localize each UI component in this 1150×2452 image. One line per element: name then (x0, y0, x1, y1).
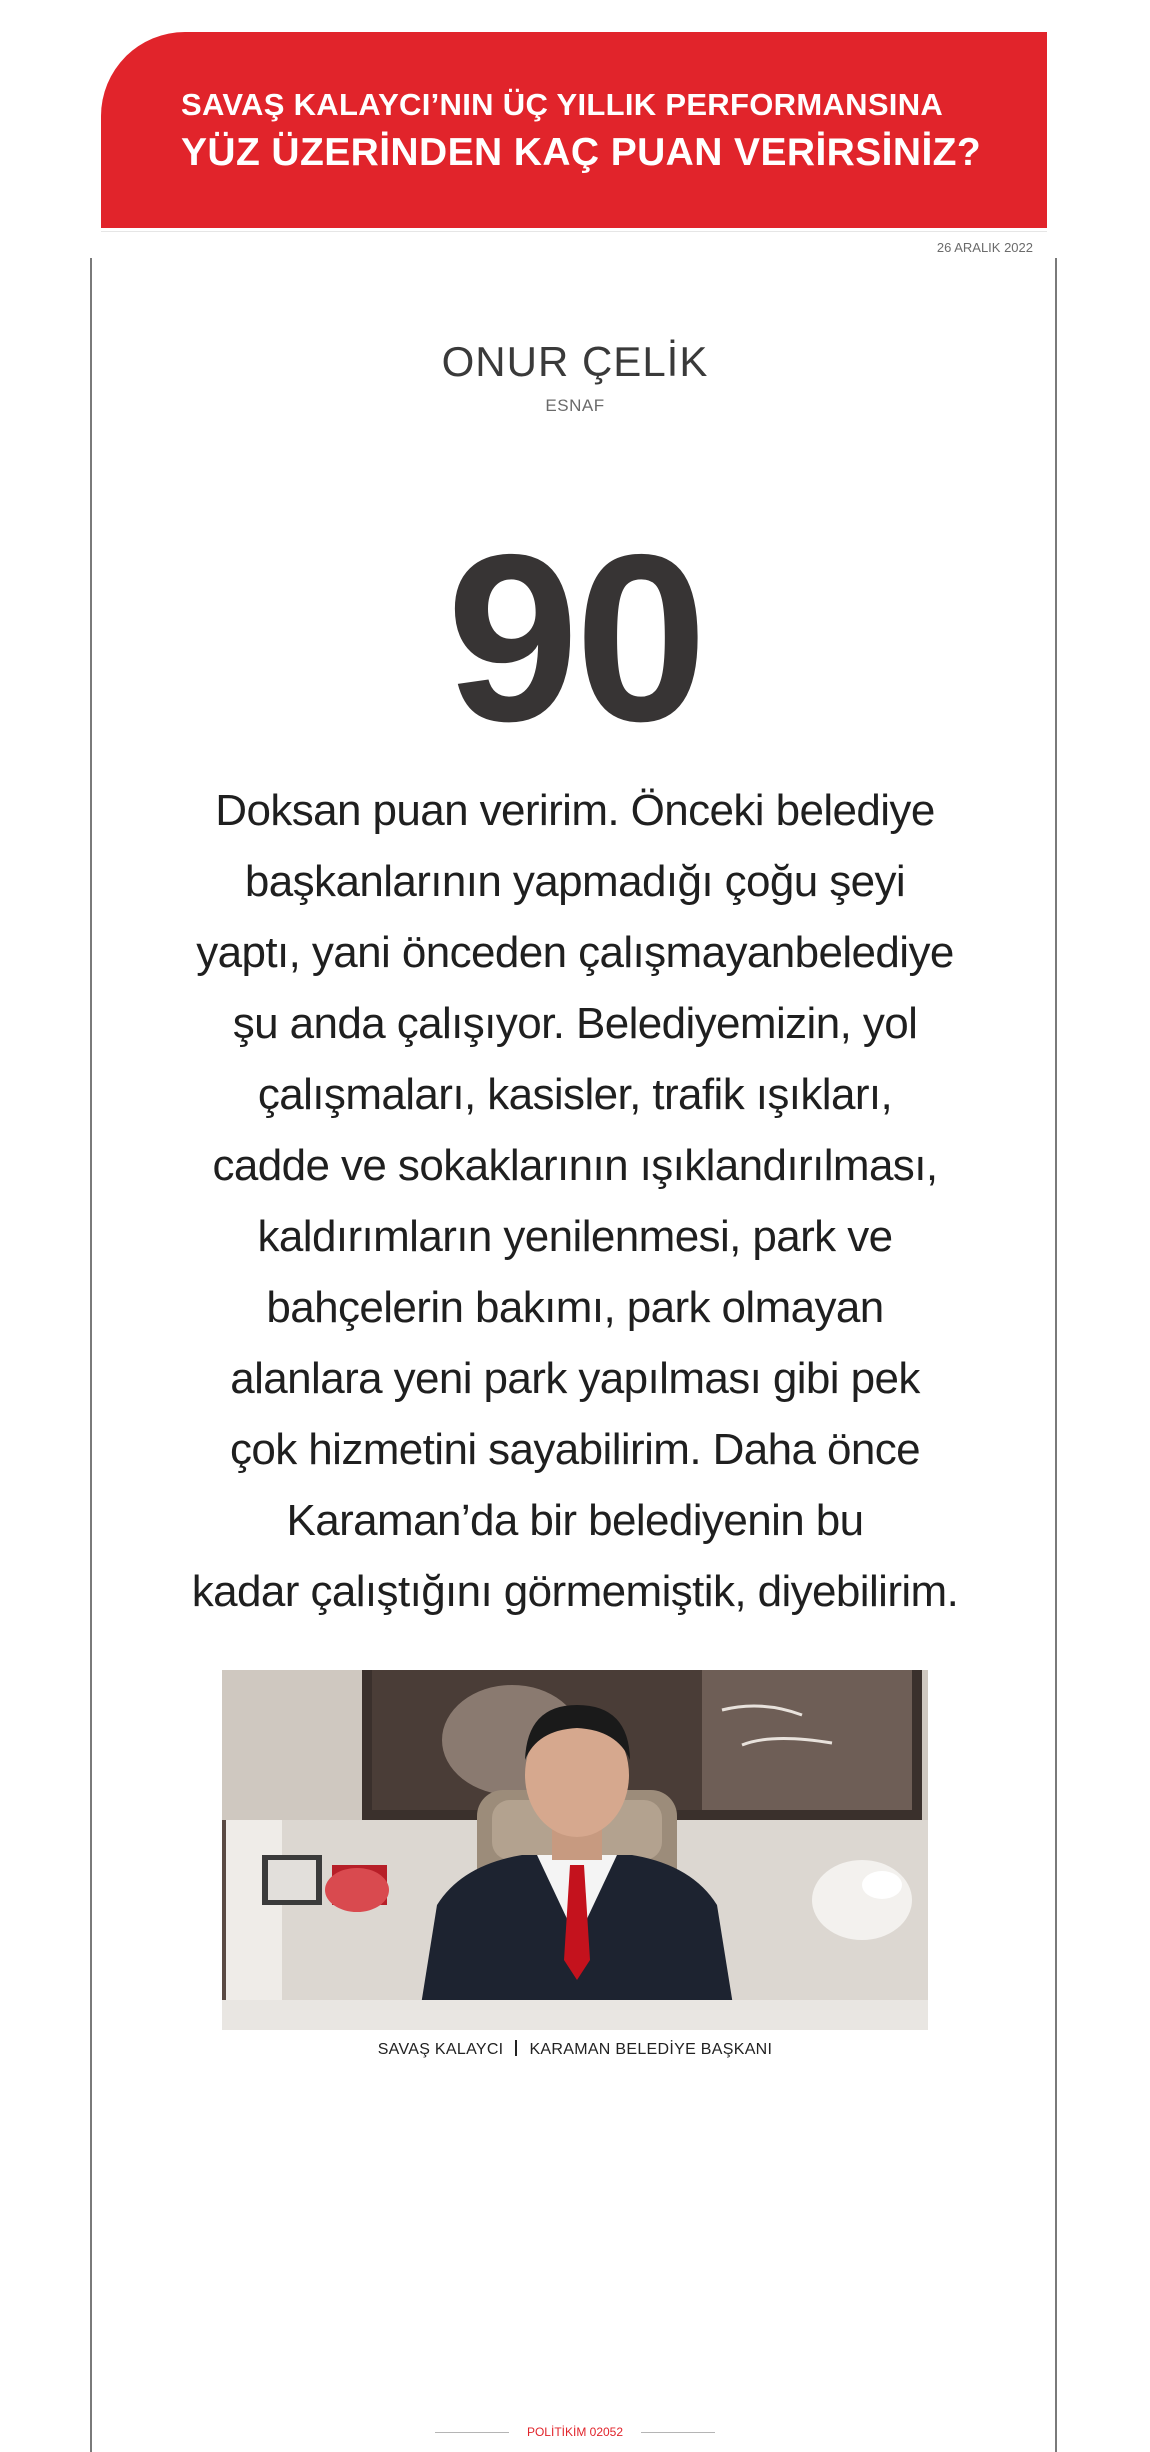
headline-banner (101, 32, 1047, 228)
headline-line-1: SAVAŞ KALAYCI’NIN ÜÇ YILLIK PERFORMANSINA (181, 87, 944, 122)
quote-line: cadde ve sokaklarının ışıklandırılması, (212, 1141, 938, 1190)
quote-line: başkanlarının yapmadığı çoğu şeyi (244, 857, 906, 906)
quote-line: Doksan puan veririm. Önceki belediye (215, 786, 935, 835)
respondent-role: ESNAF (545, 396, 605, 415)
quote-line: çalışmaları, kasisler, trafik ışıkları, (257, 1070, 893, 1119)
portrait-photo-icon (222, 1670, 928, 2030)
quote-line: kadar çalıştığını görmemiştik, diyebilirim. (191, 1567, 959, 1616)
respondent-name: ONUR ÇELİK (441, 338, 709, 385)
quote-line: çok hizmetini sayabilirim. Daha önce (229, 1425, 921, 1474)
caption-name: SAVAŞ KALAYCI (377, 2041, 504, 2058)
caption-title: KARAMAN BELEDİYE BAŞKANI (529, 2041, 773, 2058)
quote-text (190, 775, 960, 1627)
mayor-photo (222, 1670, 928, 2030)
publish-date: 26 ARALIK 2022 (936, 240, 1033, 255)
banner-divider (101, 231, 1047, 232)
quote-line: şu anda çalışıyor. Belediyemizin, yol (232, 999, 918, 1048)
quote-line: Karaman’da bir belediyenin bu (286, 1496, 864, 1545)
quote-line: alanlara yeni park yapılması gibi pek (230, 1354, 920, 1403)
page-footer (0, 2425, 1150, 2439)
quote-line: bahçelerin bakımı, park olmayan (266, 1283, 884, 1332)
footer-label: POLİTİKİM 02052 (526, 2425, 624, 2439)
caption-separator (515, 2040, 517, 2056)
quote-line: yaptı, yani önceden çalışmayanbelediye (196, 928, 954, 977)
quote-line: kaldırımların yenilenmesi, park ve (257, 1212, 893, 1261)
footer-rule-right (641, 2432, 715, 2433)
headline-line-2: YÜZ ÜZERİNDEN KAÇ PUAN VERİRSİNİZ? (181, 131, 982, 174)
footer-rule-left (435, 2432, 509, 2433)
photo-caption (0, 2040, 1150, 2059)
score-value: 90 (446, 506, 704, 771)
